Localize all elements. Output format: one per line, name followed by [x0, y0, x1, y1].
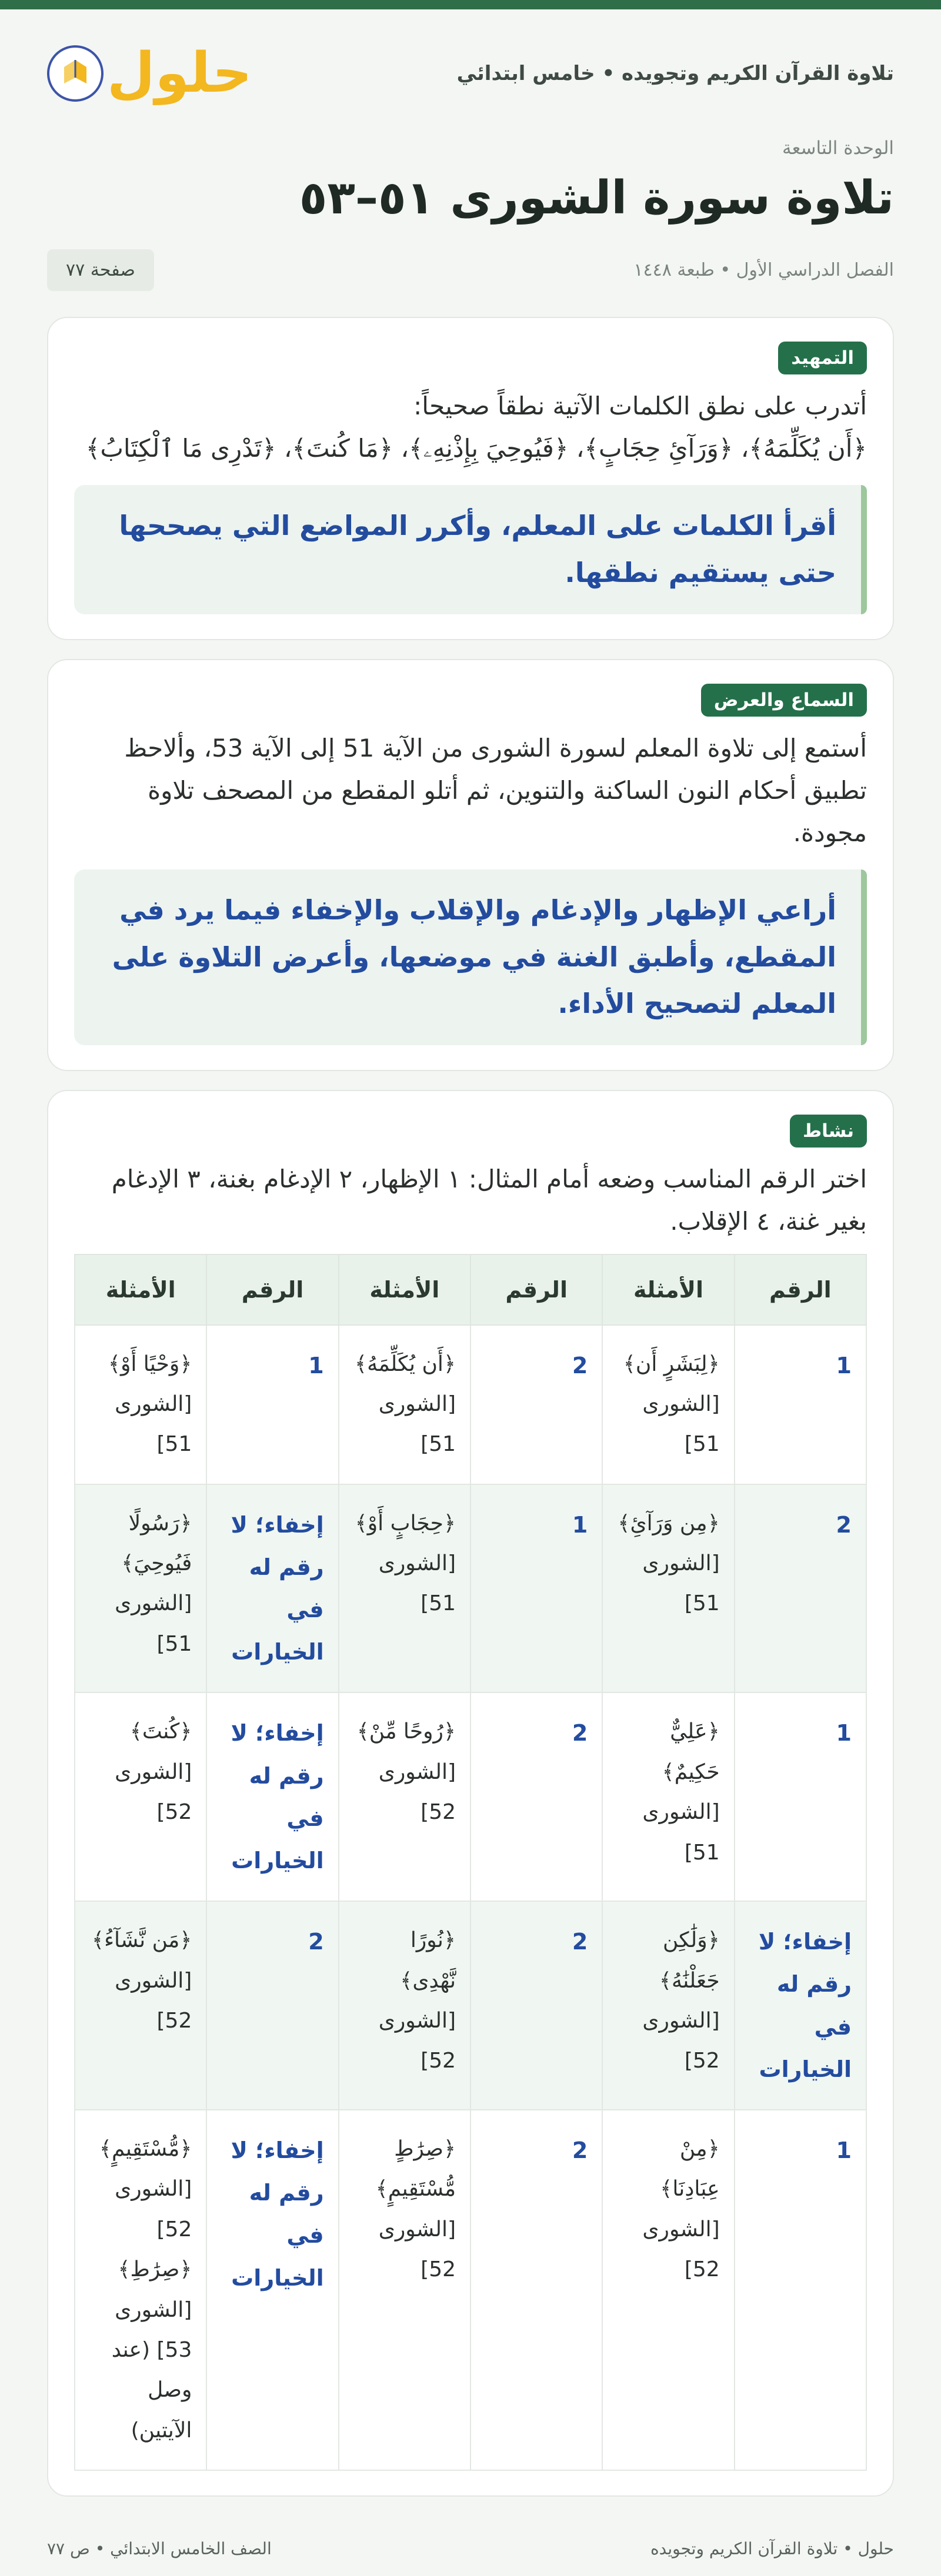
example-cell: ﴿كُنتَ﴾ [الشورى 52]: [75, 1692, 206, 1901]
answer-cell: إخفاء؛ لا رقم له في الخيارات: [206, 1484, 338, 1693]
listen-callout-text: أراعي الإظهار والإدغام والإقلاب والإخفاء فيما يرد في المقطع، وأطبق الغنة في موضعها، وأعرض التلاوة على المعلم لتصحيح الأداء.: [112, 894, 836, 1020]
example-cell: ﴿مِن وَرَآئِ﴾ [الشورى 51]: [602, 1484, 734, 1693]
intro-callout: [74, 485, 867, 614]
listen-tag: السماع والعرض: [701, 684, 867, 717]
unit-label: الوحدة التاسعة: [782, 138, 894, 159]
activity-tag: نشاط: [790, 1115, 867, 1148]
table-row: [75, 1325, 866, 1484]
example-cell: ﴿رُوحًا مِّنْ﴾ [الشورى 52]: [339, 1692, 470, 1901]
footer-grade-page: الصف الخامس الابتدائي • ص ٧٧: [47, 2539, 272, 2559]
answer-cell: 2: [206, 1901, 338, 2110]
column-header: الأمثلة: [602, 1254, 734, 1325]
answer-cell: 2: [470, 2110, 602, 2470]
answer-cell: إخفاء؛ لا رقم له في الخيارات: [206, 1692, 338, 1901]
answer-cell: 1: [470, 1484, 602, 1693]
intro-tag: التمهيد: [778, 342, 867, 374]
footer-course: حلول • تلاوة القرآن الكريم وتجويده: [650, 2539, 894, 2559]
example-cell: ﴿نُورًا نَّهْدِى﴾ [الشورى 52]: [339, 1901, 470, 2110]
answer-cell: إخفاء؛ لا رقم له في الخيارات: [735, 1901, 866, 2110]
lesson-page: [0, 9, 941, 2576]
column-header: الرقم: [735, 1254, 866, 1325]
page-title: تلاوة سورة الشورى ٥١–٥٣: [299, 172, 894, 225]
table-row: [75, 1901, 866, 2110]
table-row: [75, 2110, 866, 2470]
listen-callout: [74, 869, 867, 1045]
page-header: [47, 9, 894, 138]
page-number-badge: صفحة ٧٧: [47, 249, 154, 291]
meta-row: [47, 249, 894, 291]
answer-cell: 2: [735, 1484, 866, 1693]
column-header: الأمثلة: [75, 1254, 206, 1325]
top-accent-bar: [0, 0, 941, 9]
example-cell: ﴿رَسُولًا فَيُوحِيَ﴾ [الشورى 51]: [75, 1484, 206, 1693]
book-badge-icon: [47, 45, 104, 102]
answers-table: [74, 1254, 867, 2471]
answer-cell: 2: [470, 1901, 602, 2110]
intro-instruction: أتدرب على نطق الكلمات الآتية نطقاً صحيحاً:: [413, 392, 867, 420]
example-cell: ﴿حِجَابٍ أَوْ﴾ [الشورى 51]: [339, 1484, 470, 1693]
activity-instructions: اختر الرقم المناسب وضعه أمام المثال: ١ الإظهار، ٢ الإدغام بغنة، ٣ الإدغام بغير غنة، ٤ الإقلاب.: [111, 1165, 867, 1236]
answer-cell: إخفاء؛ لا رقم له في الخيارات: [206, 2110, 338, 2470]
example-cell: ﴿مِنْ عِبَادِنَا﴾ [الشورى 52]: [602, 2110, 734, 2470]
answer-cell: 1: [735, 1325, 866, 1484]
answer-cell: 1: [735, 1692, 866, 1901]
logo-text: حلول: [107, 41, 252, 105]
example-cell: ﴿لِبَشَرٍ أَن﴾ [الشورى 51]: [602, 1325, 734, 1484]
intro-words: ﴿أَن يُكَلِّمَهُ﴾، ﴿وَرَآئِ حِجَابٍ﴾، ﴿فَيُوحِيَ بِإِذْنِهِۦ﴾، ﴿مَا كُنتَ﴾، ﴿تَدْرِى مَا ٱلْكِتَابُ﴾: [85, 434, 867, 463]
example-cell: ﴿مُّسْتَقِيمٍ﴾ [الشورى 52] ﴿صِرَٰطِ﴾ [الشورى 53] (عند وصل الآيتين): [75, 2110, 206, 2470]
semester-edition: الفصل الدراسي الأول • طبعة ١٤٤٨: [633, 260, 894, 280]
answer-cell: 2: [470, 1692, 602, 1901]
example-cell: ﴿أَن يُكَلِّمَهُ﴾ [الشورى 51]: [339, 1325, 470, 1484]
listen-text: أستمع إلى تلاوة المعلم لسورة الشورى من الآية 51 إلى الآية 53، وألاحظ تطبيق أحكام النون الساكنة والتنوين، ثم أتلو المقطع من المصحف تلاوة مجودة.: [124, 733, 867, 848]
column-header: الرقم: [206, 1254, 338, 1325]
table-row: [75, 1484, 866, 1693]
example-cell: ﴿وَحْيًا أَوْ﴾ [الشورى 51]: [75, 1325, 206, 1484]
column-header: الأمثلة: [339, 1254, 470, 1325]
page-footer: [47, 2515, 894, 2558]
answer-cell: 1: [735, 2110, 866, 2470]
table-row: [75, 1692, 866, 1901]
table-header-row: [75, 1254, 866, 1325]
intro-callout-text: أقرأ الكلمات على المعلم، وأكرر المواضع التي يصححها حتى يستقيم نطقها.: [119, 510, 836, 589]
example-cell: ﴿صِرَٰطٍ مُّسْتَقِيمٍ﴾ [الشورى 52]: [339, 2110, 470, 2470]
example-cell: ﴿وَلَٰكِن جَعَلْنَٰهُ﴾ [الشورى 52]: [602, 1901, 734, 2110]
course-title: تلاوة القرآن الكريم وتجويده • خامس ابتدائي: [456, 62, 894, 85]
listen-card: [47, 659, 894, 1071]
example-cell: ﴿مَن نَّشَآءُ﴾ [الشورى 52]: [75, 1901, 206, 2110]
site-logo[interactable]: [47, 41, 252, 105]
intro-card: [47, 317, 894, 640]
activity-card: [47, 1090, 894, 2497]
answer-cell: 1: [206, 1325, 338, 1484]
column-header: الرقم: [470, 1254, 602, 1325]
answer-cell: 2: [470, 1325, 602, 1484]
example-cell: ﴿عَلِيٌّ حَكِيمٌ﴾ [الشورى 51]: [602, 1692, 734, 1901]
